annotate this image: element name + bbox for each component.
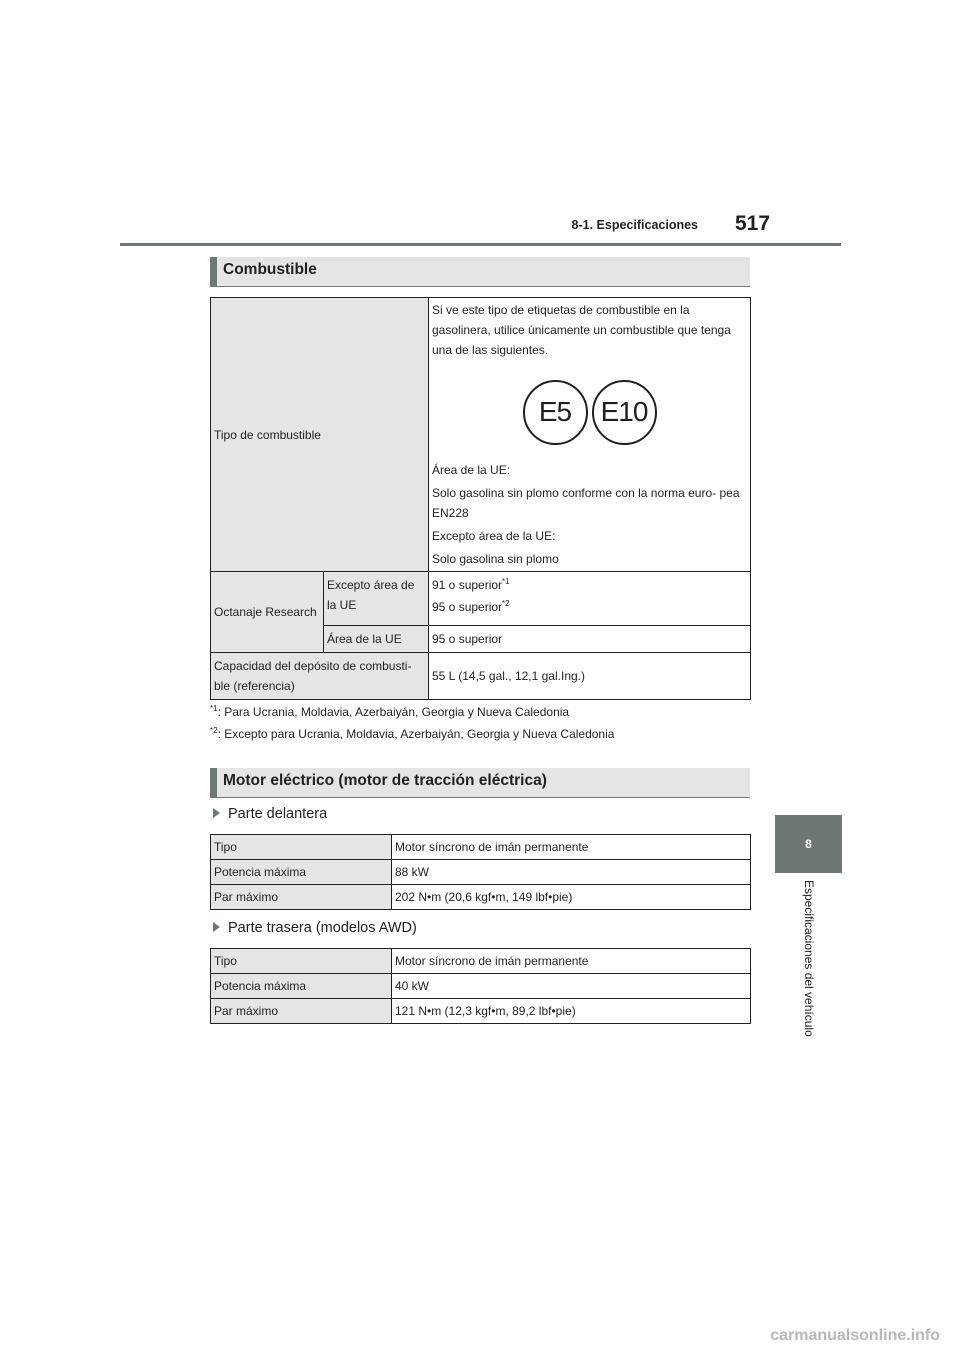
octane-value-non-eu [429, 572, 751, 626]
non-eu-value: Solo gasolina sin plomo [432, 552, 559, 566]
header-rule [120, 243, 841, 246]
triangle-bullet-icon [213, 808, 220, 818]
octane-label: Octanaje Research [211, 572, 324, 653]
fuel-badges [432, 364, 747, 460]
octane-area-eu: Área de la UE [324, 626, 429, 653]
page-number: 517 [735, 212, 771, 235]
rear-type-label: Tipo [211, 949, 392, 974]
fuel-section-title: Combustible [223, 261, 317, 278]
table-row [211, 974, 751, 999]
rear-heading [213, 920, 417, 936]
watermark-text: carmanualsonline.info [770, 1327, 940, 1344]
front-type-value: Motor síncrono de imán permanente [392, 835, 751, 860]
ref-1: *1 [502, 577, 510, 586]
tank-capacity-label: Capacidad del depósito de combusti- ble (referencia) [211, 653, 429, 700]
eu-area-value: Solo gasolina sin plomo conforme con la norma euro- pea EN228 [432, 486, 740, 520]
front-power-value: 88 kW [392, 860, 751, 885]
chapter-title: Especificaciones del vehículo [802, 880, 816, 1037]
footnote-1-key: *1 [210, 704, 218, 713]
tank-capacity-value: 55 L (14,5 gal., 12,1 gal.Ing.) [429, 653, 751, 700]
octane-value-2: 95 o superior [432, 600, 503, 614]
motor-section-header [210, 768, 750, 798]
non-eu-label: Excepto área de la UE: [432, 529, 556, 543]
fuel-badge-e5: E5 [523, 380, 588, 445]
footnote-1 [210, 705, 569, 719]
table-row [211, 949, 751, 974]
fuel-badge-e10: E10 [592, 380, 657, 445]
footnote-2-text: : Excepto para Ucrania, Moldavia, Azerbaiyán, Georgia y Nueva Caledonia [217, 727, 615, 741]
table-row [211, 835, 751, 860]
footnote-2-key: *2 [210, 726, 218, 735]
table-row [211, 999, 751, 1024]
octane-value-1: 91 o superior [432, 578, 503, 592]
motor-section-title: Motor eléctrico (motor de tracción eléctrica) [223, 772, 547, 789]
front-power-label: Potencia máxima [211, 860, 392, 885]
front-heading [213, 806, 327, 822]
octane-value-eu: 95 o superior [429, 626, 751, 653]
rear-power-label: Potencia máxima [211, 974, 392, 999]
octane-area-non-eu: Excepto área de la UE [324, 572, 429, 626]
fuel-table [210, 297, 751, 700]
fuel-type-value [429, 298, 751, 572]
front-type-label: Tipo [211, 835, 392, 860]
front-torque-label: Par máximo [211, 885, 392, 910]
ref-2: *2 [502, 599, 510, 608]
rear-motor-table [210, 948, 751, 1024]
table-row [211, 885, 751, 910]
front-torque-value: 202 N•m (20,6 kgf•m, 149 lbf•pie) [392, 885, 751, 910]
footnote-1-text: : Para Ucrania, Moldavia, Azerbaiyán, Georgia y Nueva Caledonia [217, 705, 570, 719]
chapter-tab[interactable] [775, 815, 842, 873]
front-motor-table [210, 834, 751, 910]
fuel-intro: Si ve este tipo de etiquetas de combustible en la gasolinera, utilice únicamente un combustible que tenga una de las siguientes. [432, 303, 731, 357]
rear-torque-value: 121 N•m (12,3 kgf•m, 89,2 lbf•pie) [392, 999, 751, 1024]
rear-heading-label: Parte trasera (modelos AWD) [228, 920, 417, 936]
table-row [211, 860, 751, 885]
rear-torque-label: Par máximo [211, 999, 392, 1024]
chapter-number: 8 [805, 837, 812, 851]
footnote-2 [210, 727, 614, 741]
eu-area-label: Área de la UE: [432, 463, 511, 477]
fuel-section-header [210, 257, 750, 287]
rear-type-value: Motor síncrono de imán permanente [392, 949, 751, 974]
front-heading-label: Parte delantera [228, 806, 328, 822]
fuel-type-label: Tipo de combustible [211, 298, 429, 572]
triangle-bullet-icon [213, 922, 220, 932]
rear-power-value: 40 kW [392, 974, 751, 999]
section-title: 8-1. Especificaciones [571, 218, 698, 232]
